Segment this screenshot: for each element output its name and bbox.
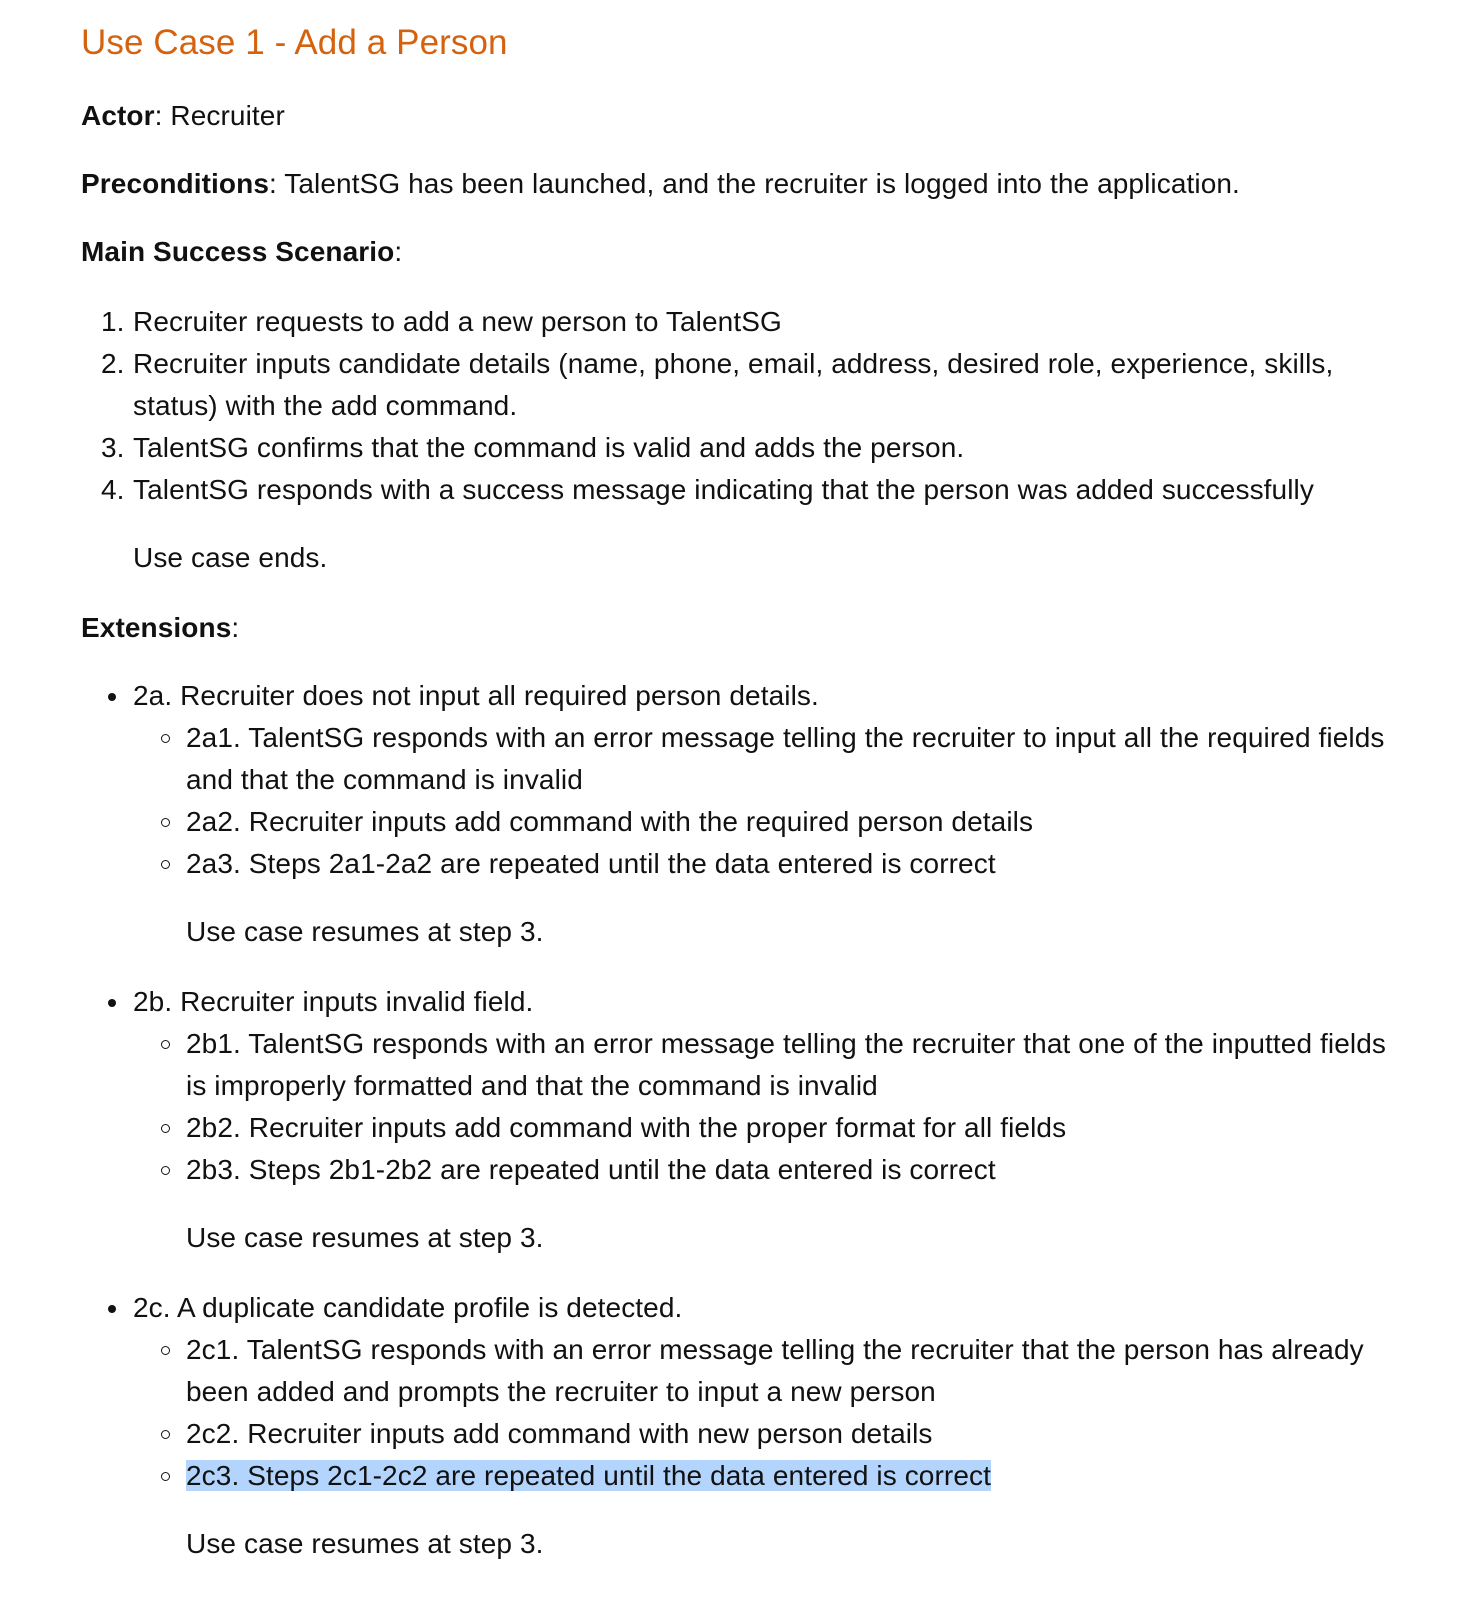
circle-bullet-icon [161, 734, 170, 743]
sub-step-text: 2b3. Steps 2b1-2b2 are repeated until the data entered is correct [186, 1154, 996, 1185]
extension-2c [81, 1287, 1441, 1565]
extension-2a [81, 675, 1441, 953]
step-number: 2. [101, 348, 125, 379]
preconditions-value: : TalentSG has been launched, and the recruiter is logged into the application. [269, 168, 1240, 199]
step-text: Recruiter requests to add a new person to TalentSG [133, 306, 782, 337]
step-number: 4. [101, 474, 125, 505]
preconditions-label: Preconditions [81, 168, 269, 199]
circle-bullet-icon [161, 1346, 170, 1355]
circle-bullet-icon [161, 1124, 170, 1133]
actor-line [81, 95, 285, 137]
step-text: Recruiter inputs candidate details (name, phone, email, address, desired role, experience, skills, status) with the add command. [133, 348, 1334, 421]
main-steps-list [81, 301, 1423, 511]
actor-value: : Recruiter [154, 100, 285, 131]
step-text: TalentSG responds with a success message indicating that the person was added successfully [133, 474, 1314, 505]
list-item [81, 1329, 1396, 1413]
sub-step-text: 2b2. Recruiter inputs add command with the proper format for all fields [186, 1112, 1067, 1143]
sub-step-text: 2c1. TalentSG responds with an error message telling the recruiter that the person has already been added and prompts the recruiter to input a new person [186, 1334, 1364, 1407]
extension-2b [81, 981, 1441, 1259]
page-title: Use Case 1 - Add a Person [81, 23, 508, 62]
extensions-label: Extensions [81, 612, 232, 643]
list-item [81, 801, 1396, 843]
extension-head-text: 2a. Recruiter does not input all required person details. [133, 680, 819, 711]
circle-bullet-icon [161, 860, 170, 869]
preconditions-line [81, 163, 1240, 205]
list-item [81, 427, 1423, 469]
list-item [81, 469, 1423, 511]
resume-text: Use case resumes at step 3. [186, 916, 544, 947]
list-item [81, 1149, 1396, 1191]
selected-text[interactable]: 2c3. Steps 2c1-2c2 are repeated until the data entered is correct [186, 1460, 991, 1491]
sub-step-text: 2c2. Recruiter inputs add command with new person details [186, 1418, 933, 1449]
list-item [81, 301, 1423, 343]
circle-bullet-icon [161, 1430, 170, 1439]
extension-sub-list [81, 717, 1441, 885]
extension-head-text: 2b. Recruiter inputs invalid field. [133, 986, 534, 1017]
step-number: 1. [101, 306, 125, 337]
mss-label: Main Success Scenario [81, 236, 395, 267]
actor-label: Actor [81, 100, 155, 131]
list-item [81, 1413, 1396, 1455]
sub-step-text: 2b1. TalentSG responds with an error message telling the recruiter that one of the inputted fields is improperly formatted and that the command is invalid [186, 1028, 1386, 1101]
sub-step-text: 2a3. Steps 2a1-2a2 are repeated until the data entered is correct [186, 848, 996, 879]
resume-text: Use case resumes at step 3. [186, 1222, 544, 1253]
bullet-icon [108, 693, 116, 701]
mss-suffix: : [394, 236, 403, 267]
use-case-ends: Use case ends. [133, 542, 328, 573]
list-item [81, 717, 1396, 801]
list-item [81, 1455, 1396, 1497]
extensions-suffix: : [231, 612, 240, 643]
circle-bullet-icon [161, 1040, 170, 1049]
step-number: 3. [101, 432, 125, 463]
sub-step-text: 2a1. TalentSG responds with an error message telling the recruiter to input all the required fields and that the command is invalid [186, 722, 1385, 795]
mss-heading [81, 231, 402, 273]
extension-head [81, 1287, 1441, 1329]
extension-head [81, 981, 1441, 1023]
list-item [81, 1023, 1396, 1107]
circle-bullet-icon [161, 1166, 170, 1175]
bullet-icon [108, 1305, 116, 1313]
step-text: TalentSG confirms that the command is valid and adds the person. [133, 432, 965, 463]
extensions-heading [81, 607, 239, 649]
extension-sub-list [81, 1329, 1441, 1497]
list-item [81, 843, 1396, 885]
circle-bullet-icon [161, 818, 170, 827]
extension-head-text: 2c. A duplicate candidate profile is detected. [133, 1292, 683, 1323]
sub-step-text: 2a2. Recruiter inputs add command with the required person details [186, 806, 1034, 837]
circle-bullet-icon [161, 1472, 170, 1481]
resume-text: Use case resumes at step 3. [186, 1528, 544, 1559]
bullet-icon [108, 999, 116, 1007]
list-item [81, 1107, 1396, 1149]
extension-head [81, 675, 1441, 717]
list-item [81, 343, 1423, 427]
extension-sub-list [81, 1023, 1441, 1191]
